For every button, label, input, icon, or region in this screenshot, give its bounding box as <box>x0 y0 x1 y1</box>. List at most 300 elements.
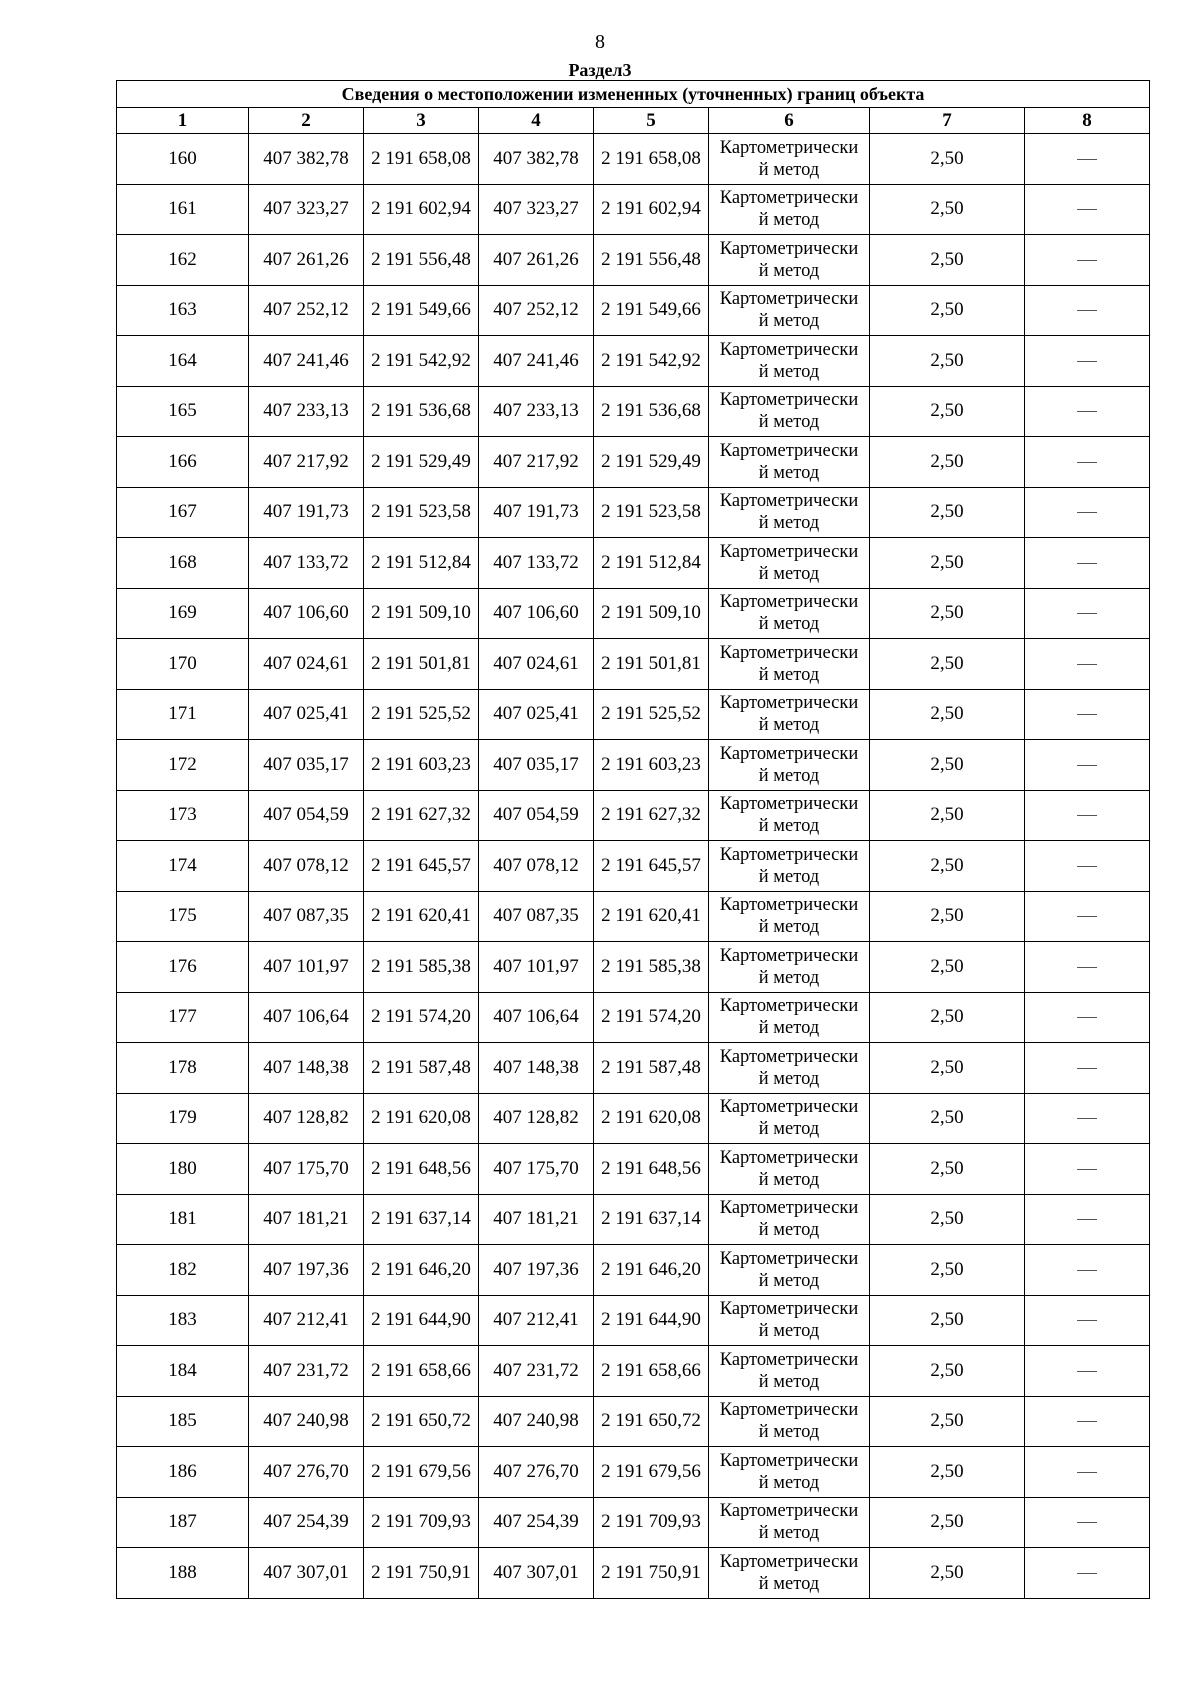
method-cell <box>709 235 870 286</box>
point-number-cell: 181 <box>117 1194 249 1245</box>
table-row <box>117 1447 1150 1498</box>
dash-icon <box>1077 916 1097 917</box>
empty-marker-cell <box>1025 891 1150 942</box>
precision-cell: 2,50 <box>870 1245 1025 1296</box>
method-line-2: й метод <box>758 1472 820 1493</box>
new-x-cell: 407 024,61 <box>479 639 594 690</box>
method-cell <box>709 1043 870 1094</box>
method-line-1: Картометрически <box>719 592 859 613</box>
new-x-cell: 407 241,46 <box>479 336 594 387</box>
column-header: 7 <box>870 108 1025 134</box>
precision-cell: 2,50 <box>870 1043 1025 1094</box>
empty-marker-cell <box>1025 1447 1150 1498</box>
new-y-cell: 2 191 627,32 <box>594 790 709 841</box>
dash-icon <box>1077 664 1097 665</box>
existing-y-cell: 2 191 650,72 <box>364 1396 479 1447</box>
method-line-1: Картометрически <box>719 1400 859 1421</box>
column-header: 4 <box>479 108 594 134</box>
method-cell <box>709 184 870 235</box>
existing-y-cell: 2 191 658,66 <box>364 1346 479 1397</box>
precision-cell: 2,50 <box>870 1093 1025 1144</box>
existing-x-cell: 407 307,01 <box>249 1548 364 1599</box>
method-line-2: й метод <box>758 967 820 988</box>
method-cell <box>709 689 870 740</box>
new-y-cell: 2 191 650,72 <box>594 1396 709 1447</box>
precision-cell: 2,50 <box>870 1144 1025 1195</box>
new-x-cell: 407 181,21 <box>479 1194 594 1245</box>
existing-y-cell: 2 191 529,49 <box>364 437 479 488</box>
method-line-1: Картометрически <box>719 1450 859 1471</box>
empty-marker-cell <box>1025 1548 1150 1599</box>
new-y-cell: 2 191 646,20 <box>594 1245 709 1296</box>
point-number-cell: 178 <box>117 1043 249 1094</box>
empty-marker-cell <box>1025 235 1150 286</box>
new-x-cell: 407 087,35 <box>479 891 594 942</box>
new-y-cell: 2 191 679,56 <box>594 1447 709 1498</box>
new-y-cell: 2 191 574,20 <box>594 992 709 1043</box>
method-line-1: Картометрически <box>719 996 859 1017</box>
method-line-1: Картометрически <box>719 1501 859 1522</box>
column-header: 6 <box>709 108 870 134</box>
new-y-cell: 2 191 512,84 <box>594 538 709 589</box>
existing-y-cell: 2 191 509,10 <box>364 588 479 639</box>
method-line-1: Картометрически <box>719 895 859 916</box>
new-y-cell: 2 191 509,10 <box>594 588 709 639</box>
method-line-1: Картометрически <box>719 844 859 865</box>
precision-cell: 2,50 <box>870 689 1025 740</box>
method-cell <box>709 386 870 437</box>
table-row <box>117 1396 1150 1447</box>
existing-y-cell: 2 191 620,41 <box>364 891 479 942</box>
method-cell <box>709 538 870 589</box>
point-number-cell: 187 <box>117 1497 249 1548</box>
method-line-1: Картометрически <box>719 1198 859 1219</box>
method-line-1: Картометрически <box>719 339 859 360</box>
method-line-1: Картометрически <box>719 693 859 714</box>
point-number-cell: 162 <box>117 235 249 286</box>
new-y-cell: 2 191 644,90 <box>594 1295 709 1346</box>
table-row <box>117 487 1150 538</box>
method-line-1: Картометрически <box>719 137 859 158</box>
existing-y-cell: 2 191 646,20 <box>364 1245 479 1296</box>
method-line-2: й метод <box>758 412 820 433</box>
new-x-cell: 407 101,97 <box>479 942 594 993</box>
empty-marker-cell <box>1025 1144 1150 1195</box>
dash-icon <box>1077 1472 1097 1473</box>
method-line-2: й метод <box>758 1371 820 1392</box>
existing-y-cell: 2 191 627,32 <box>364 790 479 841</box>
method-line-2: й метод <box>758 1119 820 1140</box>
precision-cell: 2,50 <box>870 1295 1025 1346</box>
table-row <box>117 891 1150 942</box>
new-y-cell: 2 191 549,66 <box>594 285 709 336</box>
precision-cell: 2,50 <box>870 588 1025 639</box>
existing-y-cell: 2 191 512,84 <box>364 538 479 589</box>
existing-x-cell: 407 148,38 <box>249 1043 364 1094</box>
point-number-cell: 180 <box>117 1144 249 1195</box>
new-y-cell: 2 191 620,41 <box>594 891 709 942</box>
method-cell <box>709 588 870 639</box>
precision-cell: 2,50 <box>870 1194 1025 1245</box>
precision-cell: 2,50 <box>870 841 1025 892</box>
new-y-cell: 2 191 525,52 <box>594 689 709 740</box>
empty-marker-cell <box>1025 942 1150 993</box>
precision-cell: 2,50 <box>870 1396 1025 1447</box>
section-title: Раздел3 <box>568 60 632 80</box>
dash-icon <box>1077 1371 1097 1372</box>
method-cell <box>709 1295 870 1346</box>
table-row <box>117 740 1150 791</box>
method-line-2: й метод <box>758 765 820 786</box>
new-x-cell: 407 217,92 <box>479 437 594 488</box>
column-header: 3 <box>364 108 479 134</box>
method-cell <box>709 1497 870 1548</box>
existing-x-cell: 407 197,36 <box>249 1245 364 1296</box>
method-line-1: Картометрически <box>719 794 859 815</box>
new-x-cell: 407 323,27 <box>479 184 594 235</box>
new-x-cell: 407 212,41 <box>479 1295 594 1346</box>
point-number-cell: 185 <box>117 1396 249 1447</box>
new-y-cell: 2 191 523,58 <box>594 487 709 538</box>
method-cell <box>709 1548 870 1599</box>
new-y-cell: 2 191 585,38 <box>594 942 709 993</box>
precision-cell: 2,50 <box>870 487 1025 538</box>
empty-marker-cell <box>1025 1346 1150 1397</box>
method-line-2: й метод <box>758 866 820 887</box>
table-caption: Сведения о местоположении измененных (уточненных) границ объекта <box>117 81 1150 108</box>
empty-marker-cell <box>1025 184 1150 235</box>
method-line-2: й метод <box>758 715 820 736</box>
precision-cell: 2,50 <box>870 790 1025 841</box>
existing-x-cell: 407 276,70 <box>249 1447 364 1498</box>
table-row <box>117 942 1150 993</box>
point-number-cell: 173 <box>117 790 249 841</box>
point-number-cell: 175 <box>117 891 249 942</box>
table-caption-row <box>117 81 1150 108</box>
point-number-cell: 164 <box>117 336 249 387</box>
point-number-cell: 166 <box>117 437 249 488</box>
dash-icon <box>1077 1573 1097 1574</box>
dash-icon <box>1077 1522 1097 1523</box>
table-row <box>117 689 1150 740</box>
dash-icon <box>1077 714 1097 715</box>
existing-y-cell: 2 191 679,56 <box>364 1447 479 1498</box>
point-number-cell: 179 <box>117 1093 249 1144</box>
existing-y-cell: 2 191 525,52 <box>364 689 479 740</box>
precision-cell: 2,50 <box>870 942 1025 993</box>
method-line-2: й метод <box>758 1018 820 1039</box>
method-line-2: й метод <box>758 1422 820 1443</box>
new-y-cell: 2 191 536,68 <box>594 386 709 437</box>
method-cell <box>709 639 870 690</box>
existing-y-cell: 2 191 542,92 <box>364 336 479 387</box>
method-line-1: Картометрически <box>719 440 859 461</box>
table-row <box>117 1194 1150 1245</box>
table-row <box>117 1245 1150 1296</box>
new-x-cell: 407 078,12 <box>479 841 594 892</box>
table-row <box>117 336 1150 387</box>
existing-x-cell: 407 024,61 <box>249 639 364 690</box>
point-number-cell: 167 <box>117 487 249 538</box>
precision-cell: 2,50 <box>870 1447 1025 1498</box>
new-y-cell: 2 191 750,91 <box>594 1548 709 1599</box>
new-x-cell: 407 191,73 <box>479 487 594 538</box>
point-number-cell: 183 <box>117 1295 249 1346</box>
method-line-2: й метод <box>758 816 820 837</box>
column-header: 5 <box>594 108 709 134</box>
existing-x-cell: 407 087,35 <box>249 891 364 942</box>
method-line-2: й метод <box>758 1068 820 1089</box>
point-number-cell: 168 <box>117 538 249 589</box>
existing-y-cell: 2 191 549,66 <box>364 285 479 336</box>
column-header: 8 <box>1025 108 1150 134</box>
new-x-cell: 407 197,36 <box>479 1245 594 1296</box>
table-row <box>117 588 1150 639</box>
new-x-cell: 407 148,38 <box>479 1043 594 1094</box>
new-x-cell: 407 133,72 <box>479 538 594 589</box>
point-number-cell: 174 <box>117 841 249 892</box>
dash-icon <box>1077 765 1097 766</box>
new-x-cell: 407 175,70 <box>479 1144 594 1195</box>
point-number-cell: 160 <box>117 134 249 185</box>
table-row <box>117 1093 1150 1144</box>
new-y-cell: 2 191 620,08 <box>594 1093 709 1144</box>
method-line-1: Картометрически <box>719 945 859 966</box>
point-number-cell: 161 <box>117 184 249 235</box>
existing-x-cell: 407 191,73 <box>249 487 364 538</box>
existing-y-cell: 2 191 637,14 <box>364 1194 479 1245</box>
precision-cell: 2,50 <box>870 184 1025 235</box>
method-line-1: Картометрически <box>719 642 859 663</box>
method-line-2: й метод <box>758 311 820 332</box>
existing-x-cell: 407 054,59 <box>249 790 364 841</box>
empty-marker-cell <box>1025 1295 1150 1346</box>
empty-marker-cell <box>1025 134 1150 185</box>
table-row <box>117 134 1150 185</box>
method-line-1: Картометрически <box>719 1349 859 1370</box>
precision-cell: 2,50 <box>870 639 1025 690</box>
method-line-1: Картометрически <box>719 1097 859 1118</box>
table-row <box>117 235 1150 286</box>
method-line-2: й метод <box>758 159 820 180</box>
point-number-cell: 182 <box>117 1245 249 1296</box>
precision-cell: 2,50 <box>870 336 1025 387</box>
existing-x-cell: 407 323,27 <box>249 184 364 235</box>
existing-y-cell: 2 191 574,20 <box>364 992 479 1043</box>
existing-x-cell: 407 212,41 <box>249 1295 364 1346</box>
dash-icon <box>1077 1270 1097 1271</box>
method-cell <box>709 134 870 185</box>
empty-marker-cell <box>1025 790 1150 841</box>
method-cell <box>709 1245 870 1296</box>
method-cell <box>709 1194 870 1245</box>
empty-marker-cell <box>1025 386 1150 437</box>
existing-x-cell: 407 106,64 <box>249 992 364 1043</box>
existing-x-cell: 407 382,78 <box>249 134 364 185</box>
empty-marker-cell <box>1025 285 1150 336</box>
method-line-2: й метод <box>758 260 820 281</box>
existing-y-cell: 2 191 585,38 <box>364 942 479 993</box>
method-line-2: й метод <box>758 1321 820 1342</box>
dash-icon <box>1077 209 1097 210</box>
dash-icon <box>1077 310 1097 311</box>
method-cell <box>709 740 870 791</box>
precision-cell: 2,50 <box>870 437 1025 488</box>
point-number-cell: 188 <box>117 1548 249 1599</box>
existing-y-cell: 2 191 645,57 <box>364 841 479 892</box>
table-row <box>117 1043 1150 1094</box>
point-number-cell: 165 <box>117 386 249 437</box>
existing-x-cell: 407 241,46 <box>249 336 364 387</box>
empty-marker-cell <box>1025 1194 1150 1245</box>
existing-x-cell: 407 254,39 <box>249 1497 364 1548</box>
new-x-cell: 407 054,59 <box>479 790 594 841</box>
table-row <box>117 841 1150 892</box>
dash-icon <box>1077 866 1097 867</box>
new-y-cell: 2 191 648,56 <box>594 1144 709 1195</box>
empty-marker-cell <box>1025 992 1150 1043</box>
method-line-1: Картометрически <box>719 1046 859 1067</box>
point-number-cell: 184 <box>117 1346 249 1397</box>
new-y-cell: 2 191 602,94 <box>594 184 709 235</box>
method-line-1: Картометрически <box>719 743 859 764</box>
dash-icon <box>1077 512 1097 513</box>
dash-icon <box>1077 159 1097 160</box>
new-x-cell: 407 276,70 <box>479 1447 594 1498</box>
method-cell <box>709 841 870 892</box>
existing-y-cell: 2 191 536,68 <box>364 386 479 437</box>
precision-cell: 2,50 <box>870 992 1025 1043</box>
new-x-cell: 407 254,39 <box>479 1497 594 1548</box>
existing-x-cell: 407 133,72 <box>249 538 364 589</box>
method-cell <box>709 437 870 488</box>
empty-marker-cell <box>1025 437 1150 488</box>
dash-icon <box>1077 1017 1097 1018</box>
table-row <box>117 1497 1150 1548</box>
precision-cell: 2,50 <box>870 1548 1025 1599</box>
method-line-1: Картометрически <box>719 541 859 562</box>
dash-icon <box>1077 361 1097 362</box>
column-header-row <box>117 108 1150 134</box>
table-row <box>117 1346 1150 1397</box>
new-x-cell: 407 307,01 <box>479 1548 594 1599</box>
method-line-1: Картометрически <box>719 188 859 209</box>
precision-cell: 2,50 <box>870 891 1025 942</box>
empty-marker-cell <box>1025 1043 1150 1094</box>
empty-marker-cell <box>1025 538 1150 589</box>
existing-x-cell: 407 035,17 <box>249 740 364 791</box>
existing-x-cell: 407 261,26 <box>249 235 364 286</box>
existing-x-cell: 407 078,12 <box>249 841 364 892</box>
point-number-cell: 186 <box>117 1447 249 1498</box>
dash-icon <box>1077 260 1097 261</box>
precision-cell: 2,50 <box>870 134 1025 185</box>
table-row <box>117 386 1150 437</box>
new-x-cell: 407 240,98 <box>479 1396 594 1447</box>
table-row <box>117 538 1150 589</box>
method-line-1: Картометрически <box>719 1551 859 1572</box>
new-y-cell: 2 191 658,66 <box>594 1346 709 1397</box>
existing-x-cell: 407 175,70 <box>249 1144 364 1195</box>
dash-icon <box>1077 1421 1097 1422</box>
empty-marker-cell <box>1025 740 1150 791</box>
precision-cell: 2,50 <box>870 538 1025 589</box>
point-number-cell: 170 <box>117 639 249 690</box>
existing-x-cell: 407 252,12 <box>249 285 364 336</box>
point-number-cell: 163 <box>117 285 249 336</box>
method-cell <box>709 487 870 538</box>
boundary-coordinates-table <box>116 80 1150 1599</box>
method-cell <box>709 1396 870 1447</box>
method-cell <box>709 1144 870 1195</box>
method-line-2: й метод <box>758 1169 820 1190</box>
method-line-1: Картометрически <box>719 1147 859 1168</box>
empty-marker-cell <box>1025 1396 1150 1447</box>
method-cell <box>709 790 870 841</box>
precision-cell: 2,50 <box>870 1497 1025 1548</box>
new-y-cell: 2 191 645,57 <box>594 841 709 892</box>
dash-icon <box>1077 411 1097 412</box>
method-line-2: й метод <box>758 563 820 584</box>
table-row <box>117 1144 1150 1195</box>
empty-marker-cell <box>1025 1245 1150 1296</box>
precision-cell: 2,50 <box>870 740 1025 791</box>
method-cell <box>709 285 870 336</box>
existing-x-cell: 407 217,92 <box>249 437 364 488</box>
dash-icon <box>1077 1118 1097 1119</box>
existing-y-cell: 2 191 523,58 <box>364 487 479 538</box>
new-x-cell: 407 106,64 <box>479 992 594 1043</box>
empty-marker-cell <box>1025 841 1150 892</box>
new-x-cell: 407 035,17 <box>479 740 594 791</box>
point-number-cell: 177 <box>117 992 249 1043</box>
table-row <box>117 285 1150 336</box>
method-line-2: й метод <box>758 664 820 685</box>
table-row <box>117 992 1150 1043</box>
method-cell <box>709 1093 870 1144</box>
existing-y-cell: 2 191 750,91 <box>364 1548 479 1599</box>
dash-icon <box>1077 1169 1097 1170</box>
existing-y-cell: 2 191 648,56 <box>364 1144 479 1195</box>
method-line-2: й метод <box>758 1270 820 1291</box>
existing-y-cell: 2 191 658,08 <box>364 134 479 185</box>
existing-y-cell: 2 191 501,81 <box>364 639 479 690</box>
method-line-2: й метод <box>758 1523 820 1544</box>
new-y-cell: 2 191 587,48 <box>594 1043 709 1094</box>
existing-x-cell: 407 025,41 <box>249 689 364 740</box>
method-line-1: Картометрически <box>719 289 859 310</box>
page-number: 8 <box>595 31 605 53</box>
table-row <box>117 1295 1150 1346</box>
table-body <box>117 134 1150 1599</box>
point-number-cell: 176 <box>117 942 249 993</box>
existing-y-cell: 2 191 556,48 <box>364 235 479 286</box>
method-line-2: й метод <box>758 462 820 483</box>
dash-icon <box>1077 815 1097 816</box>
method-line-1: Картометрически <box>719 390 859 411</box>
new-x-cell: 407 128,82 <box>479 1093 594 1144</box>
empty-marker-cell <box>1025 336 1150 387</box>
new-y-cell: 2 191 709,93 <box>594 1497 709 1548</box>
existing-x-cell: 407 240,98 <box>249 1396 364 1447</box>
method-line-1: Картометрически <box>719 238 859 259</box>
existing-x-cell: 407 231,72 <box>249 1346 364 1397</box>
dash-icon <box>1077 613 1097 614</box>
new-x-cell: 407 382,78 <box>479 134 594 185</box>
existing-x-cell: 407 181,21 <box>249 1194 364 1245</box>
new-y-cell: 2 191 603,23 <box>594 740 709 791</box>
column-header: 2 <box>249 108 364 134</box>
